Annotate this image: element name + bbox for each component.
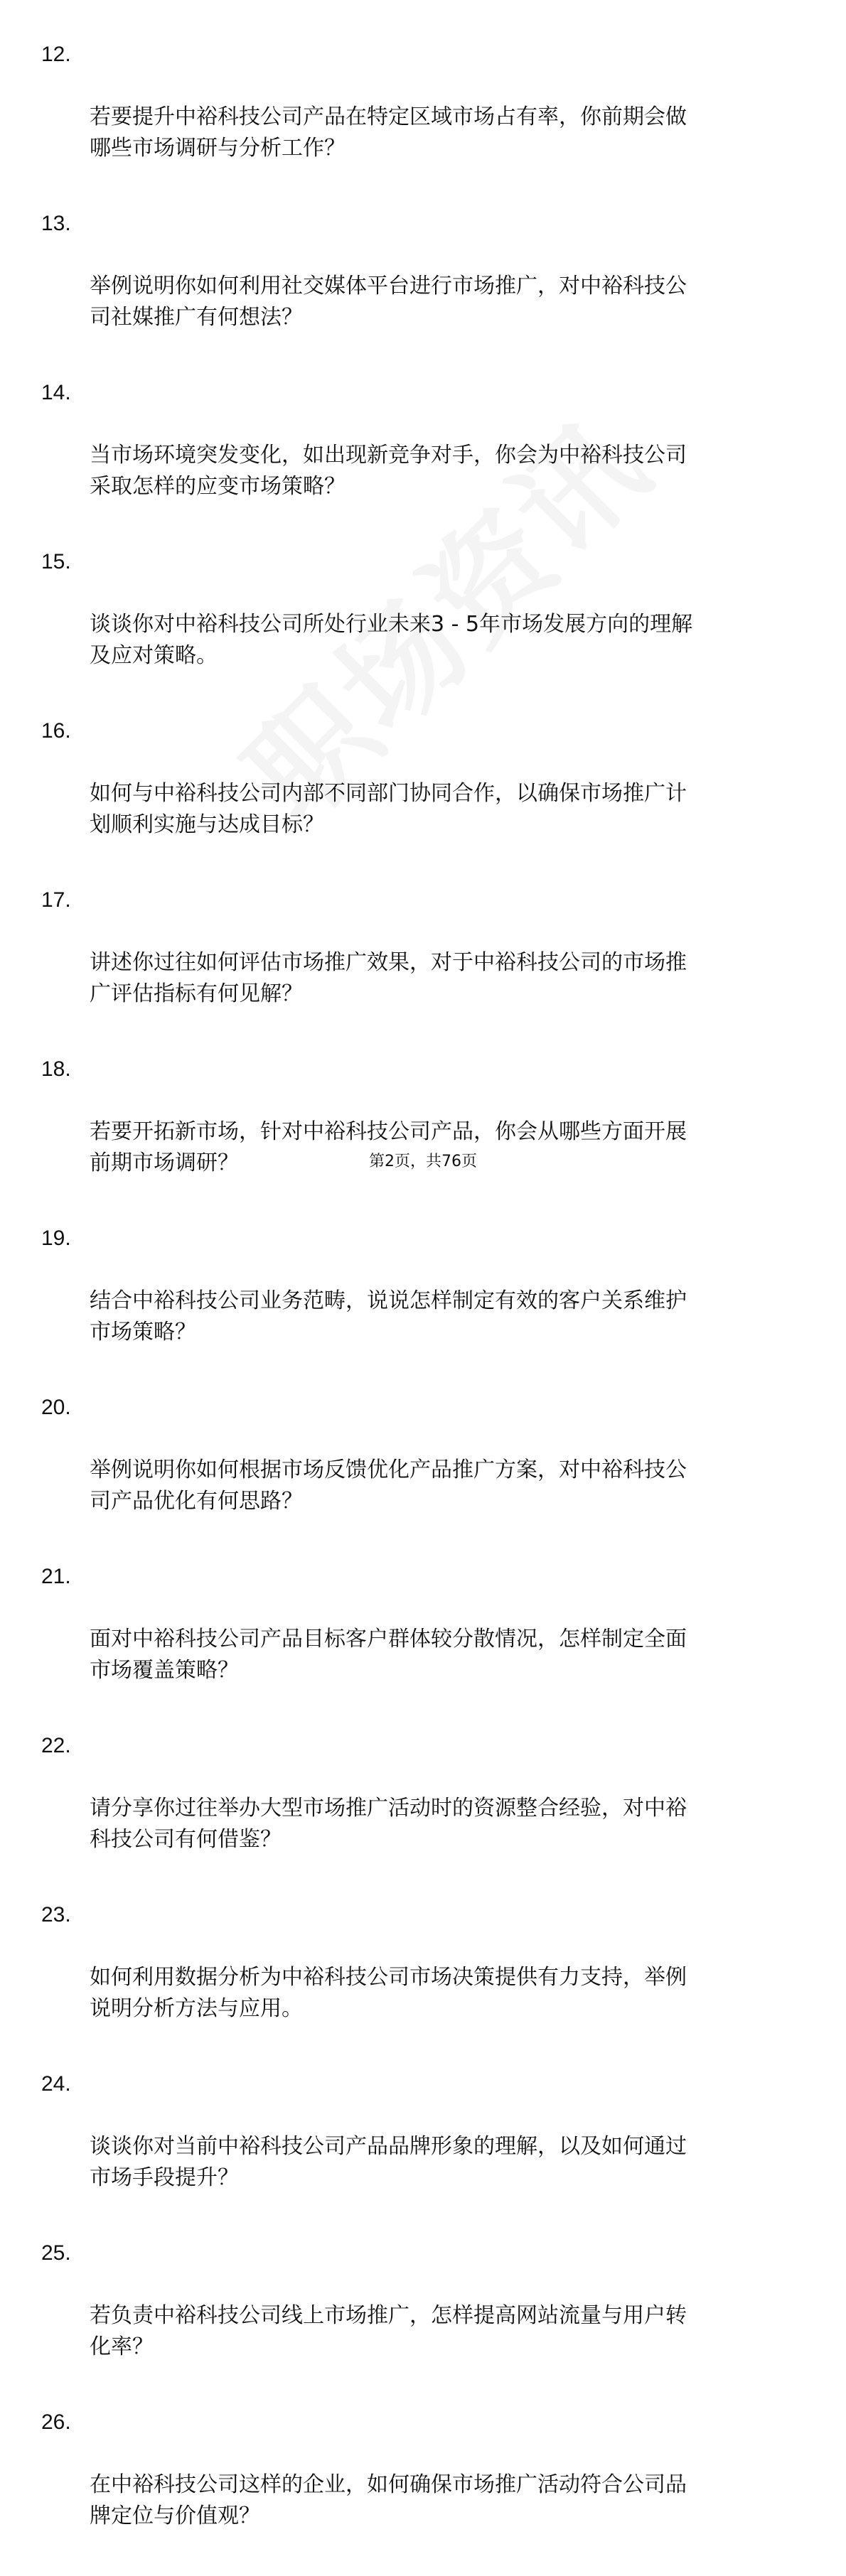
item-text: 面对中裕科技公司产品目标客户群体较分散情况，怎样制定全面 市场覆盖策略？: [90, 1627, 687, 1683]
list-item: [41, 1899, 795, 2056]
list-item: [41, 2238, 795, 2394]
item-text: 举例说明你如何利用社交媒体平台进行市场推广，对中裕科技公 司社媒推广有何想法？: [90, 274, 687, 330]
item-number: 18.: [41, 1057, 71, 1081]
list-item: [41, 1561, 795, 1718]
item-text: 讲述你过往如何评估市场推广效果，对于中裕科技公司的市场推 广评估指标有何见解？: [90, 950, 687, 1006]
list-item: [41, 2069, 795, 2225]
item-number: 25.: [41, 2241, 71, 2265]
item-number: 16.: [41, 719, 71, 743]
item-text: 若要提升中裕科技公司产品在特定区域市场占有率，你前期会做 哪些市场调研与分析工作？: [90, 104, 687, 161]
item-number: 20.: [41, 1396, 71, 1419]
item-text: 结合中裕科技公司业务范畴，说说怎样制定有效的客户关系维护 市场策略？: [90, 1288, 687, 1344]
list-item: [41, 1730, 795, 1887]
list-item: [41, 885, 795, 1041]
item-number: 15.: [41, 550, 71, 573]
item-number: 22.: [41, 1734, 71, 1757]
item-number: 26.: [41, 2410, 71, 2434]
item-number: 13.: [41, 212, 71, 235]
item-text: 举例说明你如何根据市场反馈优化产品推广方案，对中裕科技公 司产品优化有何思路？: [90, 1457, 687, 1514]
item-text: 请分享你过往举办大型市场推广活动时的资源整合经验，对中裕 科技公司有何借鉴？: [90, 1796, 687, 1852]
page-footer: 第2页，共76页: [369, 1153, 477, 1170]
list-item: [41, 1392, 795, 1548]
item-text: 谈谈你对当前中裕科技公司产品品牌形象的理解，以及如何通过 市场手段提升？: [90, 2134, 687, 2190]
item-number: 17.: [41, 888, 71, 912]
item-number: 14.: [41, 381, 71, 404]
list-item: [41, 2407, 795, 2563]
item-number: 24.: [41, 2072, 71, 2096]
item-number: 21.: [41, 1565, 71, 1588]
item-text: 在中裕科技公司这样的企业，如何确保市场推广活动符合公司品 牌定位与价值观？: [90, 2472, 687, 2528]
list-item: [41, 546, 795, 703]
list-item: [41, 39, 795, 195]
list-item: [41, 377, 795, 534]
list-item: [41, 716, 795, 872]
item-text: 谈谈你对中裕科技公司所处行业未来3 - 5年市场发展方向的理解 及应对策略。: [90, 612, 693, 668]
question-list: [41, 39, 795, 2576]
list-item: [41, 1054, 795, 1210]
list-item: [41, 1223, 795, 1379]
item-text: 如何利用数据分析为中裕科技公司市场决策提供有力支持，举例 说明分析方法与应用。: [90, 1965, 687, 2021]
item-text: 如何与中裕科技公司内部不同部门协同合作，以确保市场推广计 划顺利实施与达成目标？: [90, 781, 687, 837]
item-number: 19.: [41, 1227, 71, 1250]
item-text: 当市场环境突发变化，如出现新竞争对手，你会为中裕科技公司 采取怎样的应变市场策略？: [90, 443, 687, 499]
item-number: 12.: [41, 43, 71, 66]
item-number: 23.: [41, 1903, 71, 1926]
list-item: [41, 208, 795, 365]
item-text: 若要开拓新市场，针对中裕科技公司产品，你会从哪些方面开展 前期市场调研？: [90, 1119, 687, 1175]
item-text: 若负责中裕科技公司线上市场推广，怎样提高网站流量与用户转 化率？: [90, 2303, 687, 2359]
